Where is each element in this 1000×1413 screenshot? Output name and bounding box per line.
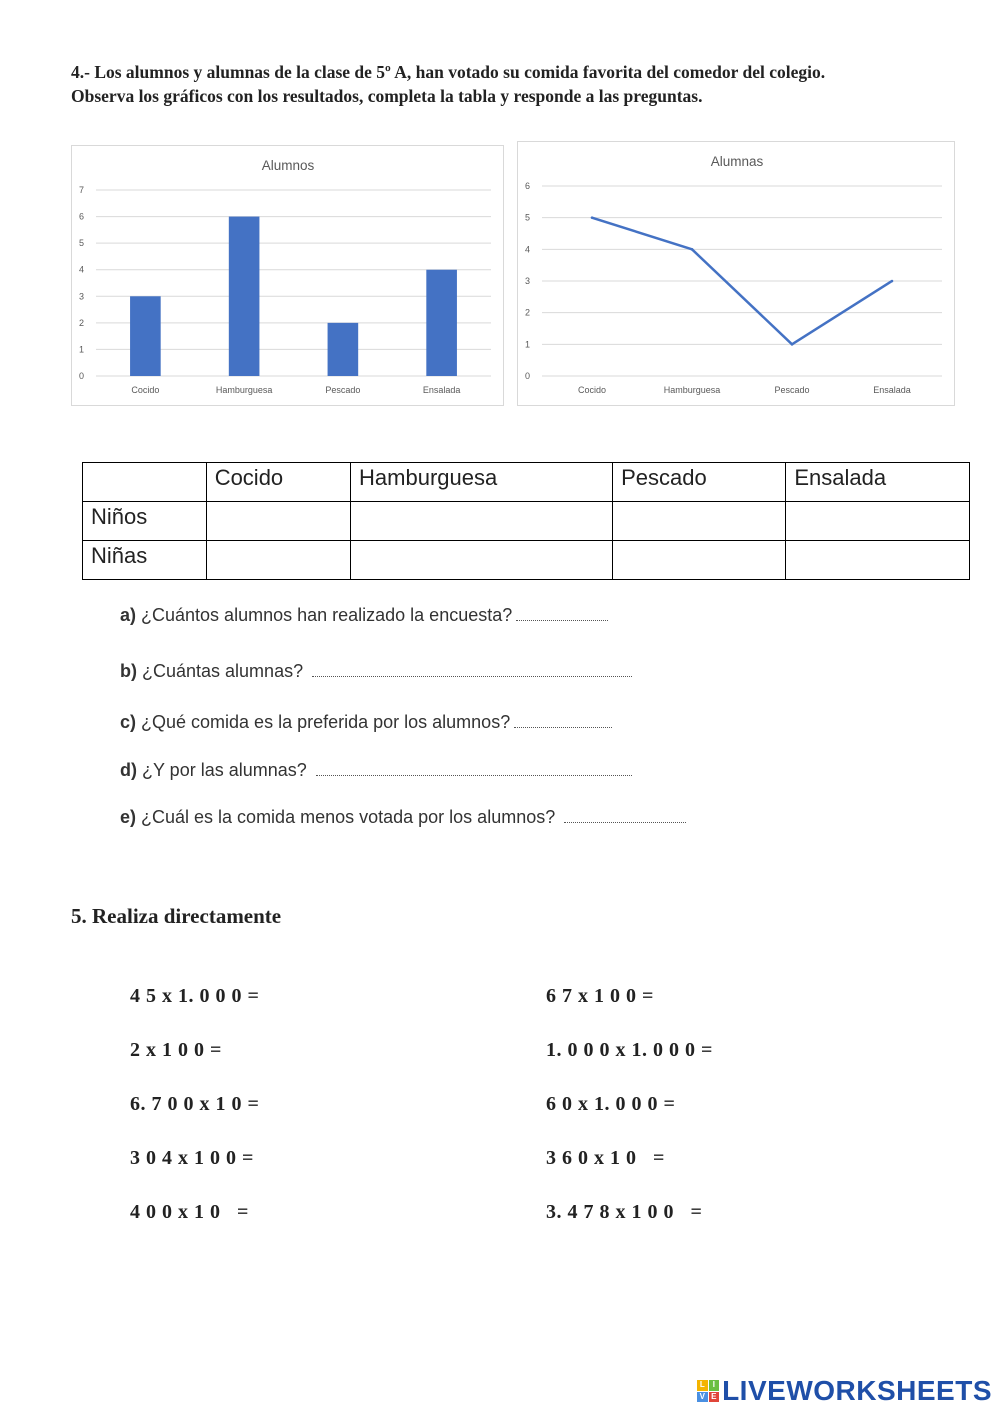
chart-title: Alumnos bbox=[261, 158, 315, 173]
logo-mark-letter-4: E bbox=[709, 1392, 720, 1403]
x-tick-label: Cocido bbox=[577, 385, 607, 395]
x-tick-label: Ensalada bbox=[873, 385, 911, 395]
logo-mark-letter-1: L bbox=[697, 1380, 708, 1391]
table-row-ninos bbox=[83, 502, 970, 541]
operation-right-1: 6 7 x 1 0 0 = bbox=[546, 985, 654, 1007]
question-c-text: ¿Qué comida es la preferida por los alumnos? bbox=[136, 712, 511, 732]
y-tick-label: 6 bbox=[524, 181, 530, 191]
y-tick-label: 5 bbox=[524, 212, 530, 223]
y-tick-label: 4 bbox=[524, 244, 530, 255]
x-tick-label: Pescado bbox=[774, 385, 810, 395]
exercise-5-heading: 5. Realiza directamente bbox=[71, 904, 282, 928]
y-tick-label: 2 bbox=[78, 317, 84, 328]
x-tick-label: Hamburguesa bbox=[215, 385, 273, 395]
operation-right-3: 6 0 x 1. 0 0 0 = bbox=[546, 1093, 676, 1115]
alumnas-line-chart bbox=[518, 142, 954, 405]
row-label-ninos: Niños bbox=[83, 502, 207, 541]
answer-line-e[interactable] bbox=[564, 808, 686, 823]
votes-table bbox=[82, 462, 970, 580]
y-tick-label: 7 bbox=[78, 185, 84, 195]
alumnos-bar-chart bbox=[72, 146, 503, 405]
answer-line-c[interactable] bbox=[514, 713, 612, 728]
bar-cocido bbox=[130, 296, 161, 376]
question-a-text: ¿Cuántos alumnos han realizado la encuesta? bbox=[136, 605, 513, 625]
y-tick-label: 5 bbox=[78, 238, 84, 249]
y-tick-label: 3 bbox=[524, 276, 530, 286]
y-tick-label: 0 bbox=[78, 371, 84, 381]
bar-hamburguesa bbox=[229, 217, 260, 376]
answer-line-b[interactable] bbox=[312, 662, 632, 677]
x-tick-label: Hamburguesa bbox=[663, 385, 721, 395]
table-header-hamburguesa: Hamburguesa bbox=[351, 463, 613, 502]
question-b-letter: b) bbox=[120, 661, 137, 681]
exercise-4-heading-line2: Observa los gráficos con los resultados, completa la tabla y responde a las preguntas. bbox=[71, 86, 703, 106]
question-a-letter: a) bbox=[120, 605, 137, 625]
table-row-ninas bbox=[83, 541, 970, 580]
logo-mark-letter-3: V bbox=[697, 1392, 708, 1403]
question-e-letter: e) bbox=[120, 807, 137, 827]
question-d bbox=[120, 760, 632, 781]
operation-left-2: 2 x 1 0 0 = bbox=[130, 1039, 222, 1061]
point-hamburguesa bbox=[691, 248, 694, 251]
y-tick-label: 2 bbox=[524, 307, 530, 318]
answer-cell-ninas-hamburguesa[interactable] bbox=[351, 541, 613, 580]
question-b-text: ¿Cuántas alumnas? bbox=[137, 661, 309, 681]
exercise-4-heading bbox=[71, 60, 971, 108]
alumnos-chart bbox=[71, 145, 504, 406]
y-tick-label: 1 bbox=[524, 339, 530, 350]
table-header-row bbox=[83, 463, 970, 502]
point-ensalada bbox=[891, 280, 894, 283]
x-tick-label: Ensalada bbox=[422, 385, 461, 395]
question-c-letter: c) bbox=[120, 712, 137, 732]
answer-cell-ninos-hamburguesa[interactable] bbox=[351, 502, 613, 541]
answer-line-a[interactable] bbox=[516, 606, 608, 621]
table-header-cocido: Cocido bbox=[206, 463, 350, 502]
operation-left-4: 3 0 4 x 1 0 0 = bbox=[130, 1147, 254, 1169]
y-tick-label: 4 bbox=[78, 264, 84, 275]
alumnas-chart bbox=[517, 141, 955, 406]
x-tick-label: Cocido bbox=[131, 385, 160, 395]
question-e bbox=[120, 807, 686, 828]
chart-title: Alumnas bbox=[710, 154, 764, 169]
row-label-ninas: Niñas bbox=[83, 541, 207, 580]
question-a bbox=[120, 605, 608, 626]
operation-right-2: 1. 0 0 0 x 1. 0 0 0 = bbox=[546, 1039, 713, 1061]
operation-right-4: 3 6 0 x 1 0 = bbox=[546, 1147, 665, 1169]
liveworksheets-mark-icon bbox=[697, 1380, 719, 1402]
question-d-letter: d) bbox=[120, 760, 137, 780]
operation-left-5: 4 0 0 x 1 0 = bbox=[130, 1201, 249, 1223]
question-b bbox=[120, 661, 632, 682]
y-tick-label: 6 bbox=[78, 211, 84, 222]
answer-cell-ninos-pescado[interactable] bbox=[613, 502, 786, 541]
answer-cell-ninas-ensalada[interactable] bbox=[786, 541, 970, 580]
answer-cell-ninas-cocido[interactable] bbox=[206, 541, 350, 580]
answer-cell-ninos-cocido[interactable] bbox=[206, 502, 350, 541]
logo-mark-letter-2: I bbox=[709, 1380, 720, 1391]
point-pescado bbox=[791, 343, 794, 346]
bar-pescado bbox=[328, 323, 359, 376]
operation-left-1: 4 5 x 1. 0 0 0 = bbox=[130, 985, 260, 1007]
y-tick-label: 3 bbox=[78, 291, 84, 302]
operation-right-5: 3. 4 7 8 x 1 0 0 = bbox=[546, 1201, 703, 1223]
answer-line-d[interactable] bbox=[316, 761, 632, 776]
table-header-pescado: Pescado bbox=[613, 463, 786, 502]
y-tick-label: 1 bbox=[78, 344, 84, 355]
liveworksheets-logo bbox=[697, 1375, 992, 1407]
table-header-empty bbox=[83, 463, 207, 502]
table-header-ensalada: Ensalada bbox=[786, 463, 970, 502]
answer-cell-ninas-pescado[interactable] bbox=[613, 541, 786, 580]
answer-cell-ninos-ensalada[interactable] bbox=[786, 502, 970, 541]
exercise-4-heading-line1: 4.- Los alumnos y alumnas de la clase de 5º A, han votado su comida favorita del comedor del colegio. bbox=[71, 62, 826, 82]
point-cocido bbox=[591, 216, 594, 219]
liveworksheets-wordmark: LIVEWORKSHEETS bbox=[722, 1375, 992, 1406]
question-d-text: ¿Y por las alumnas? bbox=[137, 760, 312, 780]
bar-ensalada bbox=[426, 270, 457, 376]
question-e-text: ¿Cuál es la comida menos votada por los alumnos? bbox=[136, 807, 561, 827]
operation-left-3: 6. 7 0 0 x 1 0 = bbox=[130, 1093, 260, 1115]
y-tick-label: 0 bbox=[524, 371, 530, 381]
x-tick-label: Pescado bbox=[325, 385, 361, 395]
question-c bbox=[120, 712, 612, 733]
